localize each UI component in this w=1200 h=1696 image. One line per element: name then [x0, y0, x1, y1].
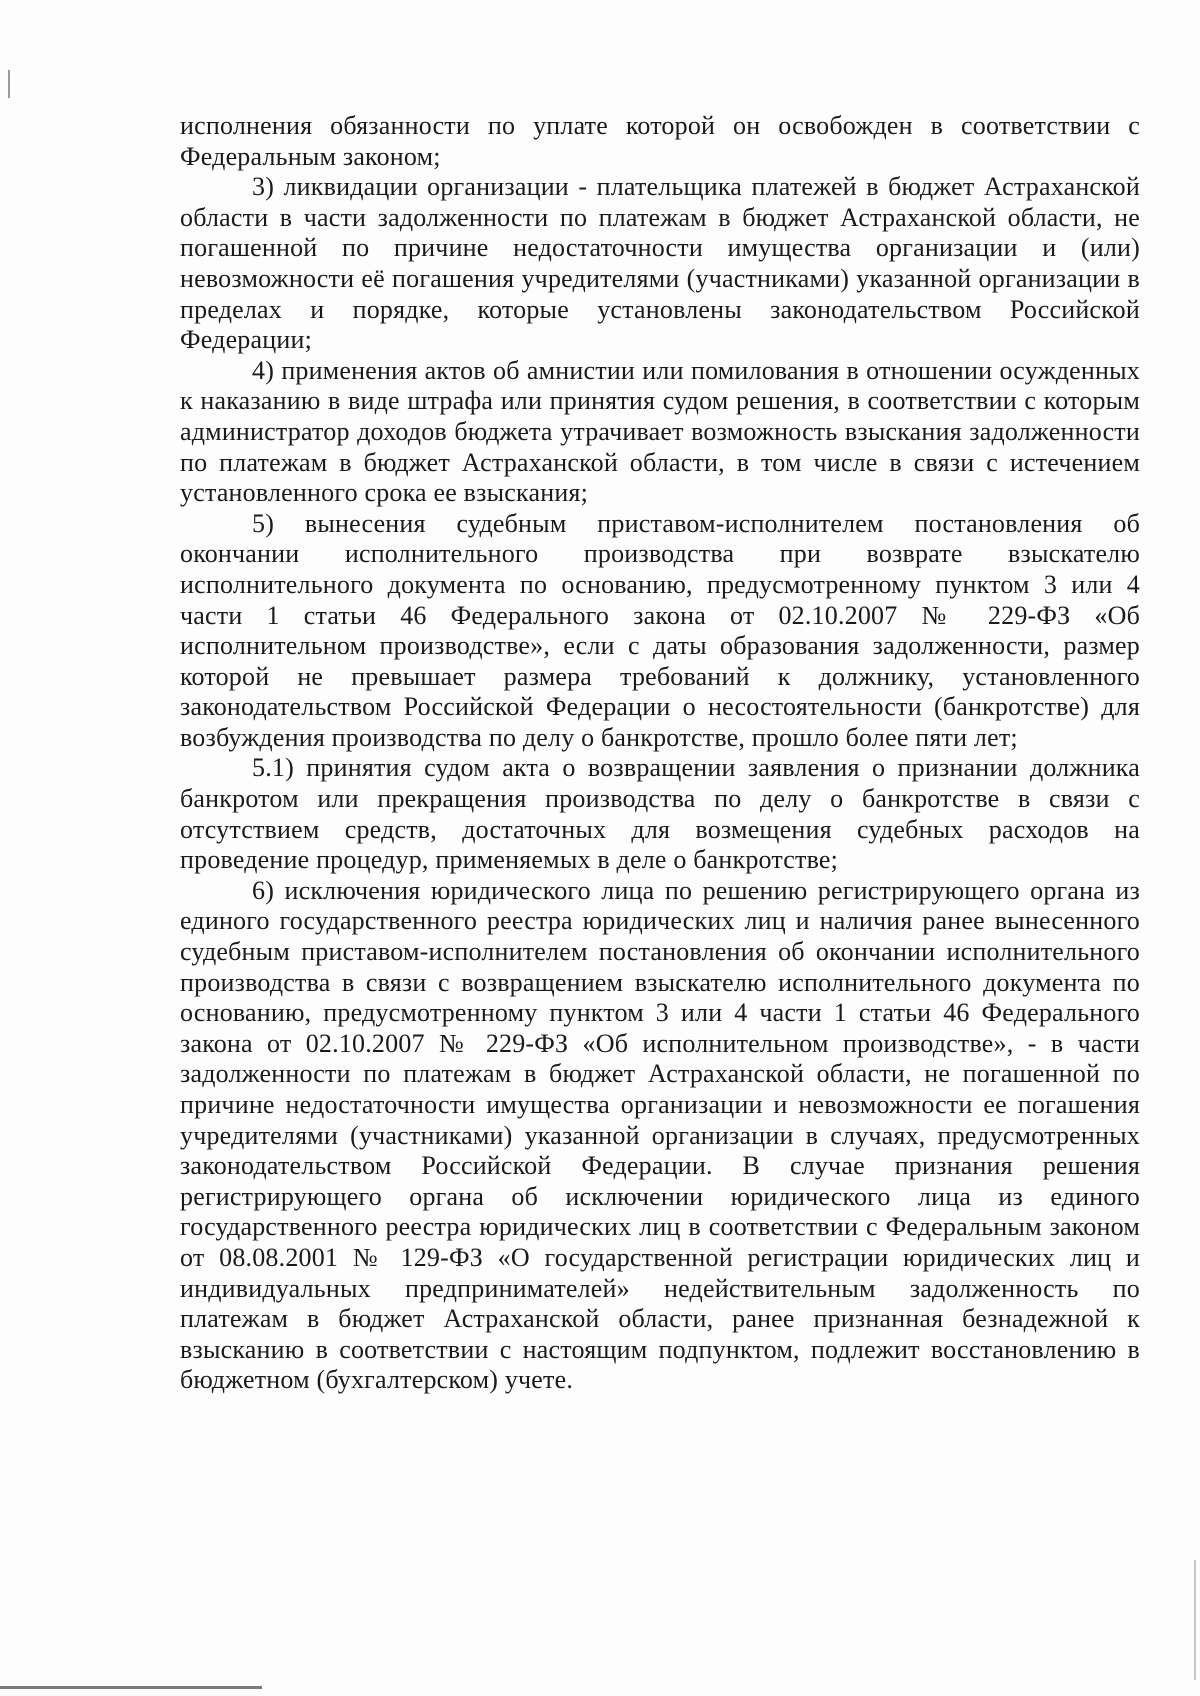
document-body [180, 111, 1140, 1396]
scan-edge-mark-right [1194, 1560, 1196, 1680]
scan-edge-mark [8, 70, 10, 98]
scan-bottom-rule [0, 1686, 262, 1689]
paragraph-item-4: 4) применения актов об амнистии или помилования в отношении осужденных к наказанию в виде штрафа или принятия судом решения, в соответствии с которым администратор доходов бюджета утрачивает возможность взыскания задолженности по платежам в бюджет Астраханской области, в том числе в связи с истечением установленного срока ее взыскания; [180, 355, 1140, 508]
paragraph-continuation: исполнения обязанности по уплате которой он освобожден в соответствии с Федеральным законом; [180, 111, 1140, 171]
paragraph-item-5-1: 5.1) принятия судом акта о возвращении заявления о признании должника банкротом или прекращения производства по делу о банкротстве в связи с отсутствием средств, достаточных для возмещения судебных расходов на проведение процедур, применяемых в деле о банкротстве; [180, 753, 1140, 875]
paragraph-item-3: 3) ликвидации организации - плательщика платежей в бюджет Астраханской области в части задолженности по платежам в бюджет Астраханской области, не погашенной по причине недостаточности имущества организации и (или) невозможности её погашения учредителями (участниками) указанной организации в пределах и порядке, которые установлены законодательством Российской Федерации; [180, 172, 1140, 355]
paragraph-item-6: 6) исключения юридического лица по решению регистрирующего органа из единого государственного реестра юридических лиц и наличия ранее вынесенного судебным приставом-исполнителем постановления об окончании исполнительного производства в связи с возвращением взыскателю исполнительного документа по основанию, предусмотренному пунктом 3 или 4 части 1 статьи 46 Федерального закона от 02.10.2007 № 229-ФЗ «Об исполнительном производстве», - в части задолженности по платежам в бюджет Астраханской области, не погашенной по причине недостаточности имущества организации и невозможности ее погашения учредителями (участниками) указанной организации в случаях, предусмотренных законодательством Российской Федерации. В случае признания решения регистрирующего органа об исключении юридического лица из единого государственного реестра юридических лиц в соответствии с Федеральным законом от 08.08.2001 № 129-ФЗ «О государственной регистрации юридических лиц и индивидуальных предпринимателей» недействительным задолженность по платежам в бюджет Астраханской области, ранее признанная безнадежной к взысканию в соответствии с настоящим подпунктом, подлежит восстановлению в бюджетном (бухгалтерском) учете. [180, 875, 1140, 1395]
paragraph-item-5: 5) вынесения судебным приставом-исполнителем постановления об окончании исполнительного производства при возврате взыскателю исполнительного документа по основанию, предусмотренному пунктом 3 или 4 части 1 статьи 46 Федерального закона от 02.10.2007 № 229-ФЗ «Об исполнительном производстве», если с даты образования задолженности, размер которой не превышает размера требований к должнику, установленного законодательством Российской Федерации о несостоятельности (банкротстве) для возбуждения производства по делу о банкротстве, прошло более пяти лет; [180, 508, 1140, 752]
